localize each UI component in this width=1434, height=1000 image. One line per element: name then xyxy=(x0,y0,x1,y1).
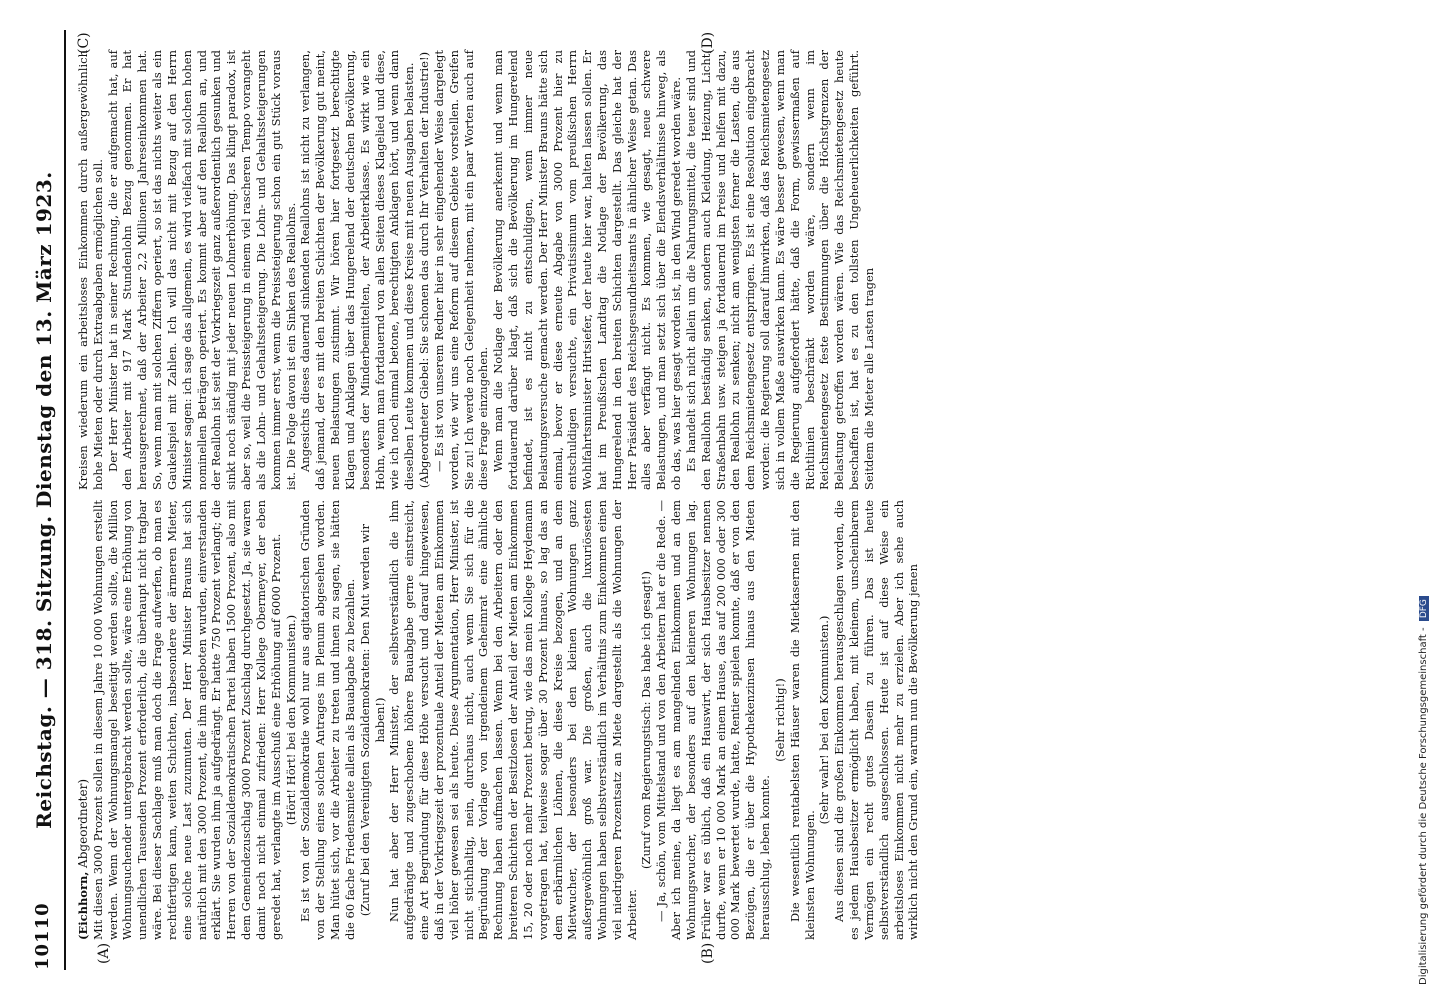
interjection: (Sehr wahr! bei den Kommunisten.) xyxy=(817,615,832,825)
margin-mark-c: (C) xyxy=(76,32,92,54)
margin-mark-b: (B) xyxy=(700,942,716,964)
left-column xyxy=(76,500,921,940)
paragraph: Aus diesen sind die großen Einkommen herausgeschlagen worden, die es jedem Hausbesitzer ermöglicht haben, mit kleinem, unscheinbarem Vermögen ein recht gutes Dasein zu führen. Das ist heute selbstverständlich ausgeschlossen. Heute ist auf diese Weise ein arbeitsloses Einkommen nicht mehr zu erzielen. Aber ich sehe auch wirklich nicht den Grund ein, warum nun die Bevölkerung jenen xyxy=(832,500,921,940)
speaker-line xyxy=(76,500,91,940)
page-title: Reichstag. — 318. Sitzung. Dienstag den 13. März 1923. xyxy=(32,171,56,829)
paragraph: Der Herr Minister hat in seiner Rechnung, die er aufgemacht hat, auf den Arbeiter mit 917 Mark Stundenlohn Bezug genommen. Er hat herausgerechnet, daß der Arbeiter 2,2 Millionen Jahreseinkommen hat. So, wenn man mit solchen Ziffern operiert, so ist das nichts weiter als ein Gaukelspiel mit Zahlen. Ich will das nicht mit Bezug auf den Herrn Minister sagen: ich sage das allgemein, es wird vielfach mit solchen hohen nominellen Beträgen operiert. Es kommt aber auf den Reallohn an, und der Reallohn ist seit der Vorkriegszeit ganz außerordentlich gesunken und sinkt noch ständig mit jeder neuen Lohnerhöhung. Das klingt paradox, ist aber so, weil die Preissteigerung in einem viel rascheren Tempo vorangeht als die Lohn- und Gehaltssteigerung. Die Lohn- und Gehaltssteigerungen kommen immer erst, wenn die Preissteigerung schon ein gut Stück voraus ist. Die Folge davon ist ein Sinken des Reallohns. xyxy=(105,50,298,490)
margin-mark-d: (D) xyxy=(700,31,716,54)
rotated-document-page xyxy=(10,30,1370,970)
page-header xyxy=(28,30,66,970)
speaker-role: Abgeordneter) xyxy=(76,778,90,868)
paragraph: — Ja, schön, vom Mittelstand und von den Arbeitern hat er die Rede. — Aber ich meine, da liegt es am mangelnden Einkommen und an dem Wohnungswucher, der besonders auf den kleineren Wohnungen lag. Früher war es üblich, daß ein Hauswirt, der sich Hausbesitzer nennen durfte, wenn er 10 000 Mark an einem Hause, das auf 200 000 oder 300 000 Mark bewertet wurde, hatte, Rentier spielen konnte, daß er von den Bezügen, die er über die Hypothekenzinsen hinaus aus den Mieten herausschlug, leben konnte. xyxy=(654,500,773,940)
paragraph: — Es ist von unserem Redner hier in sehr eingehender Weise dargelegt worden, wie wir uns eine Reform auf diesem Gebiete vorstellen. Greifen Sie zu! Ich werde noch Gelegenheit nehmen, mit ein paar Worten auch auf diese Frage einzugehen. xyxy=(431,50,491,490)
interjection: (Sehr richtig!) xyxy=(772,678,787,762)
paragraph: Nun hat aber der Herr Minister, der selbstverständlich die ihm aufgedrängte und zugeschobene höhere Bauabgabe gerne einstreicht, eine Art Begründung für diese Höhe versucht und darauf hingewiesen, daß in der Vorkriegszeit der prozentuale Anteil der Mieten am Einkommen viel höher gewesen sei als heute. Diese Argumentation, Herr Minister, ist nicht stichhaltig, nein, durchaus nicht, auch wenn Sie sich für die Begründung der Vorlage von irgendeinem Geheimrat eine ähnliche Rechnung haben aufmachen lassen. Wenn bei den Arbeitern oder den breiteren Schichten der Besitzlosen der Anteil der Mieten am Einkommen 15, 20 oder noch mehr Prozent betrug, wie das mein Kollege Heydemann vorgetragen hat, teilweise sogar über 30 Prozent hinaus, so lag das an dem erbärmlichen Löhnen, die diese Kreise bezogen, und an dem Mietwucher, der besonders bei den kleinen Wohnungen ganz außergewöhnlich groß war. Die großen, auch die luxuriösesten Wohnungen haben selbstverständlich im Verhältnis zum Einkommen einen viel niedrigeren Prozentsatz an Miete dargestellt als die Wohnungen der Arbeiter. xyxy=(387,500,639,940)
interjection: (Abgeordneter Giebel: Sie schonen das durch Ihr Verhalten der Industrie!) xyxy=(417,51,432,489)
paragraph: Kreisen wiederum ein arbeitsloses Einkommen durch außergewöhnlich hohe Mieten oder durch Extraabgaben ermöglichen soll. xyxy=(76,50,105,490)
digitization-credit xyxy=(1406,0,1434,1000)
margin-mark-a: (A) xyxy=(96,942,112,964)
paragraph: Es ist von der Sozialdemokratie wohl nur aus agitatorischen Gründen von der Stellung eines solchen Antrages im Plenum abgesehen worden. Man hütet sich, vor die Arbeiter zu treten und ihnen zu sagen, sie hätten die 60 fache Friedensmiete allein als Bauabgabe zu bezahlen. xyxy=(298,500,357,940)
paragraph: Wenn man die Notlage der Bevölkerung anerkennt und wenn man fortdauernd darüber klagt, daß sich die Bevölkerung im Hungerelend befindet, ist es nicht zu entschuldigen, wenn immer neue Belastungsversuche gemacht werden. Der Herr Minister Brauns hätte sich einmal, bevor er diese erneute Abgabe von 3000 Prozent hier zu entschuldigen versuchte, ein Privatissimum vom preußischen Herrn Wohlfahrtsminister Hirtsiefer, der heute hier war, halten lassen sollen. Er hat im Preußischen Landtag die Notlage der Bevölkerung, das Hungerelend in den breiten Schichten dargestellt. Das gleiche hat der Herr Präsident des Reichsgesundheitsamts in ähnlicher Weise getan. Das alles aber verfängt nicht. Es kommen, wie gesagt, neue schwere Belastungen, und man setzt sich über die Elendsverhältnisse hinweg, als ob das, was hier gesagt worden ist, in den Wind geredet worden wäre. xyxy=(491,50,684,490)
paragraph: Angesichts dieses dauernd sinkenden Reallohns ist nicht zu verlangen, daß jemand, der es mit den breiten Schichten der Bevölkerung gut meint, neuen Belastungen zustimmt. Wir hören hier fortgesetzt berechtigte Klagen und Anklagen über das Hungerelend der deutschen Bevölkerung, besonders der Minderbemittelten, der Arbeiterklasse. Es wirkt wie ein Hohn, wenn man fortdauernd von allen Seiten dieses Klagelied und diese, wie ich noch einmal betone, berechtigten Anklagen hört, und wenn dann dieselben Leute kommen und diese Kreise mit neuen Ausgaben belasten. xyxy=(298,50,417,490)
paragraph: Mit diesen 3000 Prozent sollen in diesem Jahre 10 000 Wohnungen erstellt werden. Wenn der Wohnungsmangel beseitigt werden sollte, die Million Wohnungsuchender untergebracht werden sollte, wäre eine Erhöhung von unendlichen Tausenden Prozent erforderlich, die überhaupt nicht tragbar wäre. Bei dieser Sachlage muß man doch die Frage aufwerfen, ob man es rechtfertigen kann, weiten Schichten, insbesondere der ärmeren Mieter, eine solche neue Last zuzumuten. Der Herr Minister Brauns hat sich natürlich mit den 3000 Prozent, die ihm angeboten wurden, einverstanden erklärt. Sie wurden ihm ja aufgedrängt. Er hatte 750 Prozent verlangt; die Herren von der Sozialdemokratischen Partei haben 1500 Prozent, also mit dem Gemeindezuschlag 3000 Prozent Zuschlag durchgesetzt. Ja, sie waren damit noch nicht einmal zufrieden: Herr Kollege Obermeyer, der eben geredet hat, verlangte im Ausschuß eine Erhöhung auf 6000 Prozent. xyxy=(90,500,283,940)
speaker-name: (Eichhorn, xyxy=(76,871,90,940)
credit-text: Digitalisierung gefördert durch die Deutsche Forschungsgemeinschaft - xyxy=(1418,627,1429,985)
dfg-logo: DFG xyxy=(1419,596,1429,621)
interjection: (Hört! Hört! bei den Kommunisten.) xyxy=(283,614,298,826)
right-column xyxy=(76,50,877,490)
interjection: (Zuruf bei den Vereinigten Sozialdemokraten: Den Mut werden wir haben!) xyxy=(357,523,387,917)
interjection: (Zuruf vom Regierungstisch: Das habe ich gesagt!) xyxy=(639,570,654,870)
paragraph: Die wesentlich rentabelsten Häuser waren die Mietkasernen mit den kleinsten Wohnungen. xyxy=(787,500,817,940)
paragraph: Es handelt sich nicht allein um die Nahrungsmittel, die teuer sind und den Reallohn beständig senken, sondern auch Kleidung, Heizung, Licht, Straßenbahn usw. steigen ja fortdauernd im Preise und helfen mit dazu, den Reallohn zu senken; nicht am wenigsten ferner die Lasten, die aus dem Reichsmietengesetz entspringen. Es ist eine Resolution eingebracht worden: die Regierung soll darauf hinwirken, daß das Reichsmietengesetz sich in vollem Maße auswirken kann. Es wäre besser gewesen, wenn man die Regierung aufgefordert hätte, daß die Form, gewissermaßen auf Richtlinien beschränkt worden wäre, sondern wenn im Reichsmietengesetz feste Bestimmungen über die Höchstgrenzen der Belastung getroffen worden wären. Wie das Reichsmietengesetz heute beschaffen ist, hat es zu den tollsten Ungeheuerlichkeiten geführt. Seitdem die Mieter alle Lasten tragen xyxy=(683,50,876,490)
page-number: 10110 xyxy=(32,902,53,970)
